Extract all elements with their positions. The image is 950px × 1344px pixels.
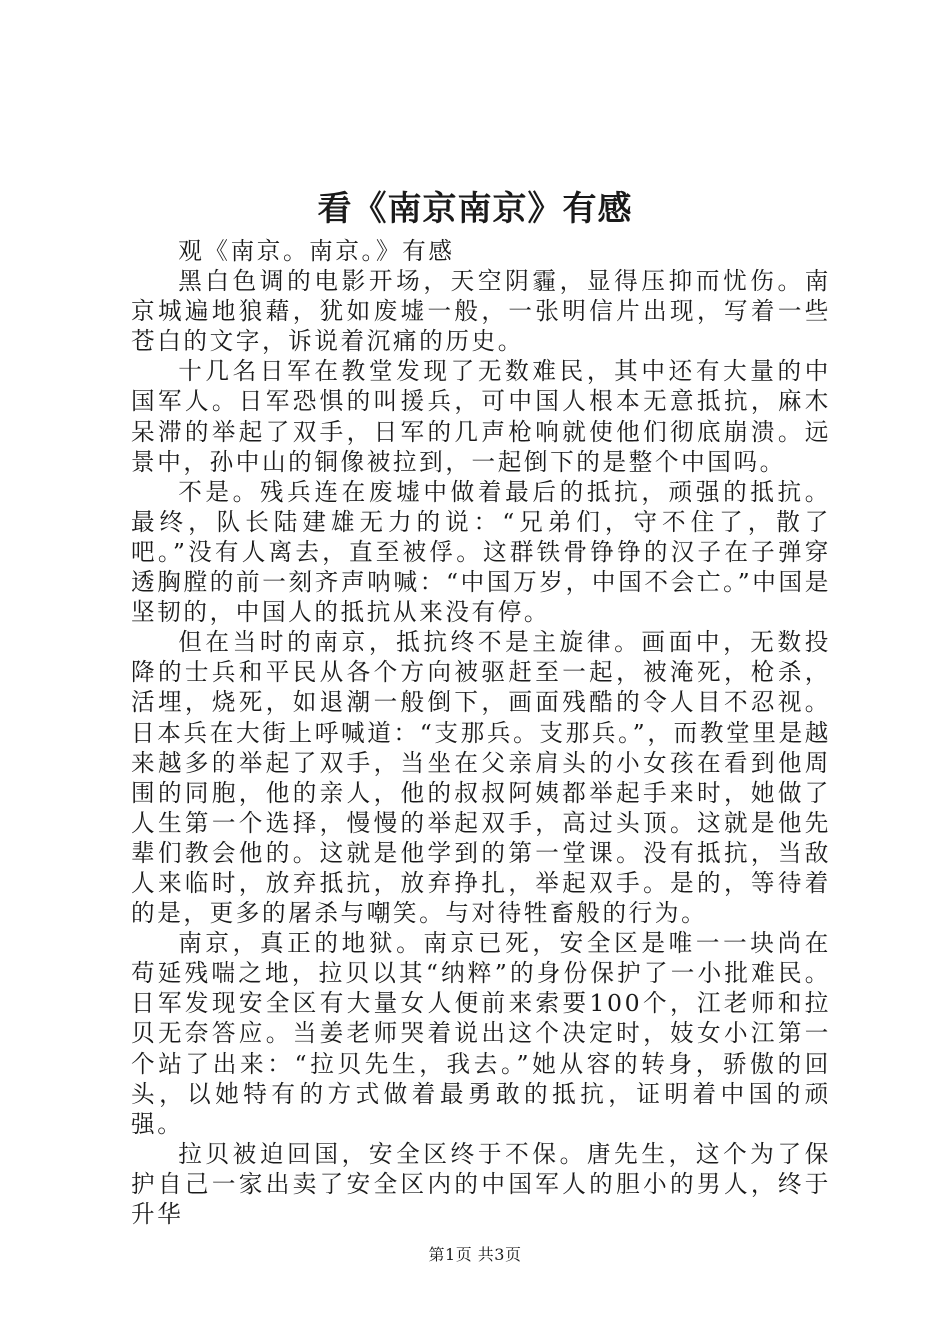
paragraph: 不是。残兵连在废墟中做着最后的抵抗，顽强的抵抗。最终，队长陆建雄无力的说：“兄弟们，守不住了，散了吧。”没有人离去，直至被俘。这群铁骨铮铮的汉子在子弹穿透胸膛的前一刻齐声呐喊：“中国万岁，中国不会亡。”中国是坚韧的，中国人的抵抗从来没有停。	[131, 477, 831, 627]
paragraph: 南京，真正的地狱。南京已死，安全区是唯一一块尚在苟延残喘之地，拉贝以其“纳粹”的身份保护了一小批难民。日军发现安全区有大量女人便前来索要100个，江老师和拉贝无奈答应。当姜老师哭着说出这个决定时，妓女小江第一个站了出来：“拉贝先生，我去。”她从容的转身，骄傲的回头，以她特有的方式做着最勇敢的抵抗，证明着中国的顽强。	[131, 929, 831, 1138]
article-body	[131, 236, 831, 1229]
paragraph: 拉贝被迫回国，安全区终于不保。唐先生，这个为了保护自己一家出卖了安全区内的中国军人的胆小的男人，终于升华	[131, 1139, 831, 1228]
paragraph: 但在当时的南京，抵抗终不是主旋律。画面中，无数投降的士兵和平民从各个方向被驱赶至一起，被淹死，枪杀，活埋，烧死，如退潮一般倒下，画面残酷的令人目不忍视。日本兵在大街上呼喊道：“支那兵。支那兵。”，而教堂里是越来越多的举起了双手，当坐在父亲肩头的小女孩在看到他周围的同胞，他的亲人，他的叔叔阿姨都举起手来时，她做了人生第一个选择，慢慢的举起双手，高过头顶。这就是他先辈们教会他的。这就是他学到的第一堂课。没有抵抗，当敌人来临时，放弃抵抗，放弃挣扎，举起双手。是的，等待着的是，更多的屠杀与嘲笑。与对待牲畜般的行为。	[131, 628, 831, 928]
paragraph: 观《南京。南京。》有感	[178, 237, 455, 265]
paragraph: 黑白色调的电影开场，天空阴霾，显得压抑而忧伤。南京城遍地狼藉，犹如废墟一般，一张明信片出现，写着一些苍白的文字，诉说着沉痛的历史。	[131, 267, 831, 356]
page-number-footer: 第1页 共3页	[428, 1245, 522, 1264]
page-title: 看《南京南京》有感	[317, 189, 633, 229]
paragraph: 十几名日军在教堂发现了无数难民，其中还有大量的中国军人。日军恐惧的叫援兵，可中国人根本无意抵抗，麻木呆滞的举起了双手，日军的几声枪响就使他们彻底崩溃。远景中，孙中山的铜像被拉到，一起倒下的是整个中国吗。	[131, 357, 831, 476]
